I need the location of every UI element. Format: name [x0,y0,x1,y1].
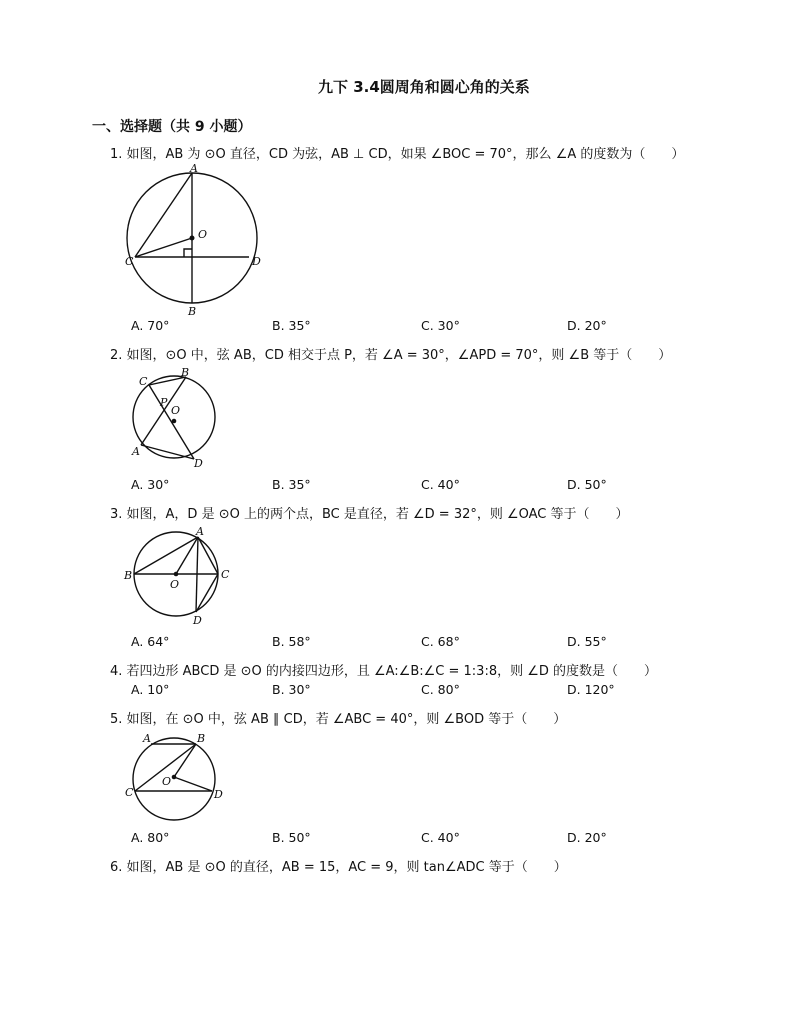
label-b: B [197,732,206,745]
question-5-figure [124,728,234,826]
label-o: O [198,228,208,241]
label-p: P [160,396,168,409]
segment-ob [174,744,196,777]
label-a: A [196,525,204,538]
label-o: O [162,775,172,788]
q5-option-c: C. 40° [421,830,460,845]
label-a: A [132,445,140,458]
segment-cd [196,574,218,612]
question-6-stem: 6. 如图，AB 是 ⊙O 的直径，AB = 15，AC = 9，则 tan∠ADC 等于（ ） [110,860,567,875]
q1-option-d: D. 20° [567,318,607,333]
q1-option-b: B. 35° [272,318,311,333]
label-c: C [125,786,134,799]
question-5-stem: 5. 如图，在 ⊙O 中，弦 AB ∥ CD，若 ∠ABC = 40°，则 ∠BOD 等于（ ） [110,712,567,727]
q5-option-a: A. 80° [131,830,170,845]
question-1-stem: 1. 如图，AB 为 ⊙O 直径，CD 为弦，AB ⊥ CD，如果 ∠BOC = 70°，那么 ∠A 的度数为（ ） [110,147,685,162]
q5-option-b: B. 50° [272,830,311,845]
q4-option-b: B. 30° [272,682,311,697]
q2-option-c: C. 40° [421,477,460,492]
label-c: C [125,255,134,268]
q3-option-c: C. 68° [421,634,460,649]
center-dot [174,572,179,577]
center-dot [172,419,177,424]
q3-option-a: A. 64° [131,634,170,649]
q2-option-b: B. 35° [272,477,311,492]
segment-oa [176,537,198,574]
q3-option-b: B. 58° [272,634,311,649]
question-3-figure [122,524,242,628]
q4-option-d: D. 120° [567,682,615,697]
label-d: D [193,614,202,627]
label-d: D [194,457,203,470]
q1-option-a: A. 70° [131,318,170,333]
q1-option-c: C. 30° [421,318,460,333]
label-d: D [214,788,223,801]
segment-ba [134,537,198,574]
segment-od [174,777,212,791]
q2-option-a: A. 30° [131,477,170,492]
q5-option-d: D. 20° [567,830,607,845]
label-a: A [190,162,198,175]
page-title: 九下 3.4圆周角和圆心角的关系 [318,78,530,96]
center-dot [172,775,177,780]
section-heading: 一、选择题（共 9 小题） [92,119,252,135]
q4-option-a: A. 10° [131,682,170,697]
label-c: C [221,568,230,581]
label-b: B [188,305,197,318]
label-b: B [124,569,133,582]
label-b: B [181,366,190,379]
segment-ca [135,173,192,257]
question-1-figure [118,160,288,320]
question-4-stem: 4. 若四边形 ABCD 是 ⊙O 的内接四边形，且 ∠A:∠B:∠C = 1:3:8，则 ∠D 的度数是（ ） [110,664,658,679]
q3-option-d: D. 55° [567,634,607,649]
question-3-stem: 3. 如图，A，D 是 ⊙O 上的两个点，BC 是直径，若 ∠D = 32°，则 ∠OAC 等于（ ） [110,507,629,522]
q2-option-d: D. 50° [567,477,607,492]
label-o: O [170,578,180,591]
label-a: A [143,732,151,745]
label-o: O [171,404,181,417]
segment-ac [198,537,218,574]
question-2-figure [124,366,234,476]
q4-option-c: C. 80° [421,682,460,697]
right-angle-mark [184,249,192,257]
label-d: D [252,255,261,268]
question-2-stem: 2. 如图，⊙O 中，弦 AB，CD 相交于点 P，若 ∠A = 30°，∠APD = 70°，则 ∠B 等于（ ） [110,348,672,363]
center-dot [190,236,195,241]
segment-ad [196,537,198,612]
label-c: C [139,375,148,388]
